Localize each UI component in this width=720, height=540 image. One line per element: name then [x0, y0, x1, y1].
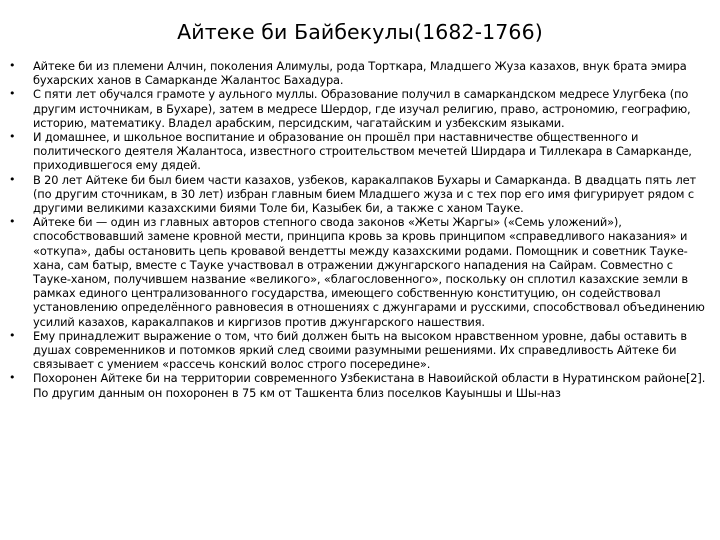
list-item [9, 59, 714, 87]
list-item [9, 87, 714, 130]
paragraph-text: Айтеке би — один из главных авторов степного свода законов «Жеты Жаргы» («Семь уложений»), способствовавший замене кровной мести, принципа кровь за кровь принципом «справедливого наказания» и «откупа», дабы остановить цепь кровавой вендетты между казахскими родами. Помощник и советник Тауке-хана, сам батыр, вместе с Тауке участвовал в отражении джунгарского нападения на Сайрам. Совместно с Тауке-ханом, получившем название «великого», «благословенного», поскольку он сплотил казахские земли в рамках единого централизованного государства, имеющего собственную конституцию, он содействовал установлению определённого равновесия в отношениях с джунгарами и русскими, способствовал объединению усилий казахов, каракалпаков и киргизов против джунгарского нашествия. [33, 215, 705, 329]
slide-title: Айтеке би Байбекулы(1682-1766) [177, 20, 543, 44]
paragraph-text: В 20 лет Айтеке би был бием части казахов, узбеков, каракалпаков Бухары и Самарканда. В двадцать пять лет (по другим сточникам, в 30 лет) избран главным бием Младшего жуза и с тех пор его имя фигурирует рядом с другими великими казахскими биями Толе би, Казыбек би, а также с ханом Тауке. [33, 172, 697, 216]
list-item [9, 215, 714, 329]
paragraph-text: Айтеке би из племени Алчин, поколения Алимулы, рода Торткара, Младшего Жуза казахов, внук брата эмира бухарских ханов в Самарканде Жалантос Бахадура. [33, 59, 687, 88]
bullet-icon: • [9, 215, 16, 229]
list-item [9, 371, 714, 399]
paragraph-text: Ему принадлежит выражение о том, что бий должен быть на высоком нравственном уровне, дабы оставить в душах современников и потомков яркий след своими разумными решениями. Их справедливость Айтеке би связывает с умением «рассечь конский волос строго посередине». [33, 328, 687, 372]
paragraph-text: Похоронен Айтеке би на территории современного Узбекистана в Навоийской области в Нуратинском районе[2]. По другим данным он похоронен в 75 км от Ташкента близ поселков Кауыншы и Шы-наз [33, 371, 706, 400]
list-item [9, 329, 714, 372]
bullet-list [9, 59, 714, 400]
bullet-icon: • [9, 59, 16, 72]
list-item [9, 173, 714, 216]
bullet-icon: • [9, 328, 16, 342]
paragraph-text: С пяти лет обучался грамоте у аульного муллы. Образование получил в самаркандском медресе Улугбека (по другим источникам, в Бухаре), затем в медресе Шердор, где изучал религию, право, астрономию, географию, историю, математику. Владел арабским, персидским, чагатайским и узбекским языками. [33, 87, 691, 130]
bullet-icon: • [9, 130, 16, 144]
list-item [9, 130, 714, 173]
bullet-icon: • [9, 87, 16, 101]
bullet-icon: • [9, 371, 16, 385]
paragraph-text: И домашнее, и школьное воспитание и образование он прошёл при наставничестве общественного и политического деятеля Жалантоса, известного строительством мечетей Ширдара и Тиллекара в Самарканде, приходившегося ему дядей. [33, 130, 692, 173]
bullet-icon: • [9, 172, 16, 186]
